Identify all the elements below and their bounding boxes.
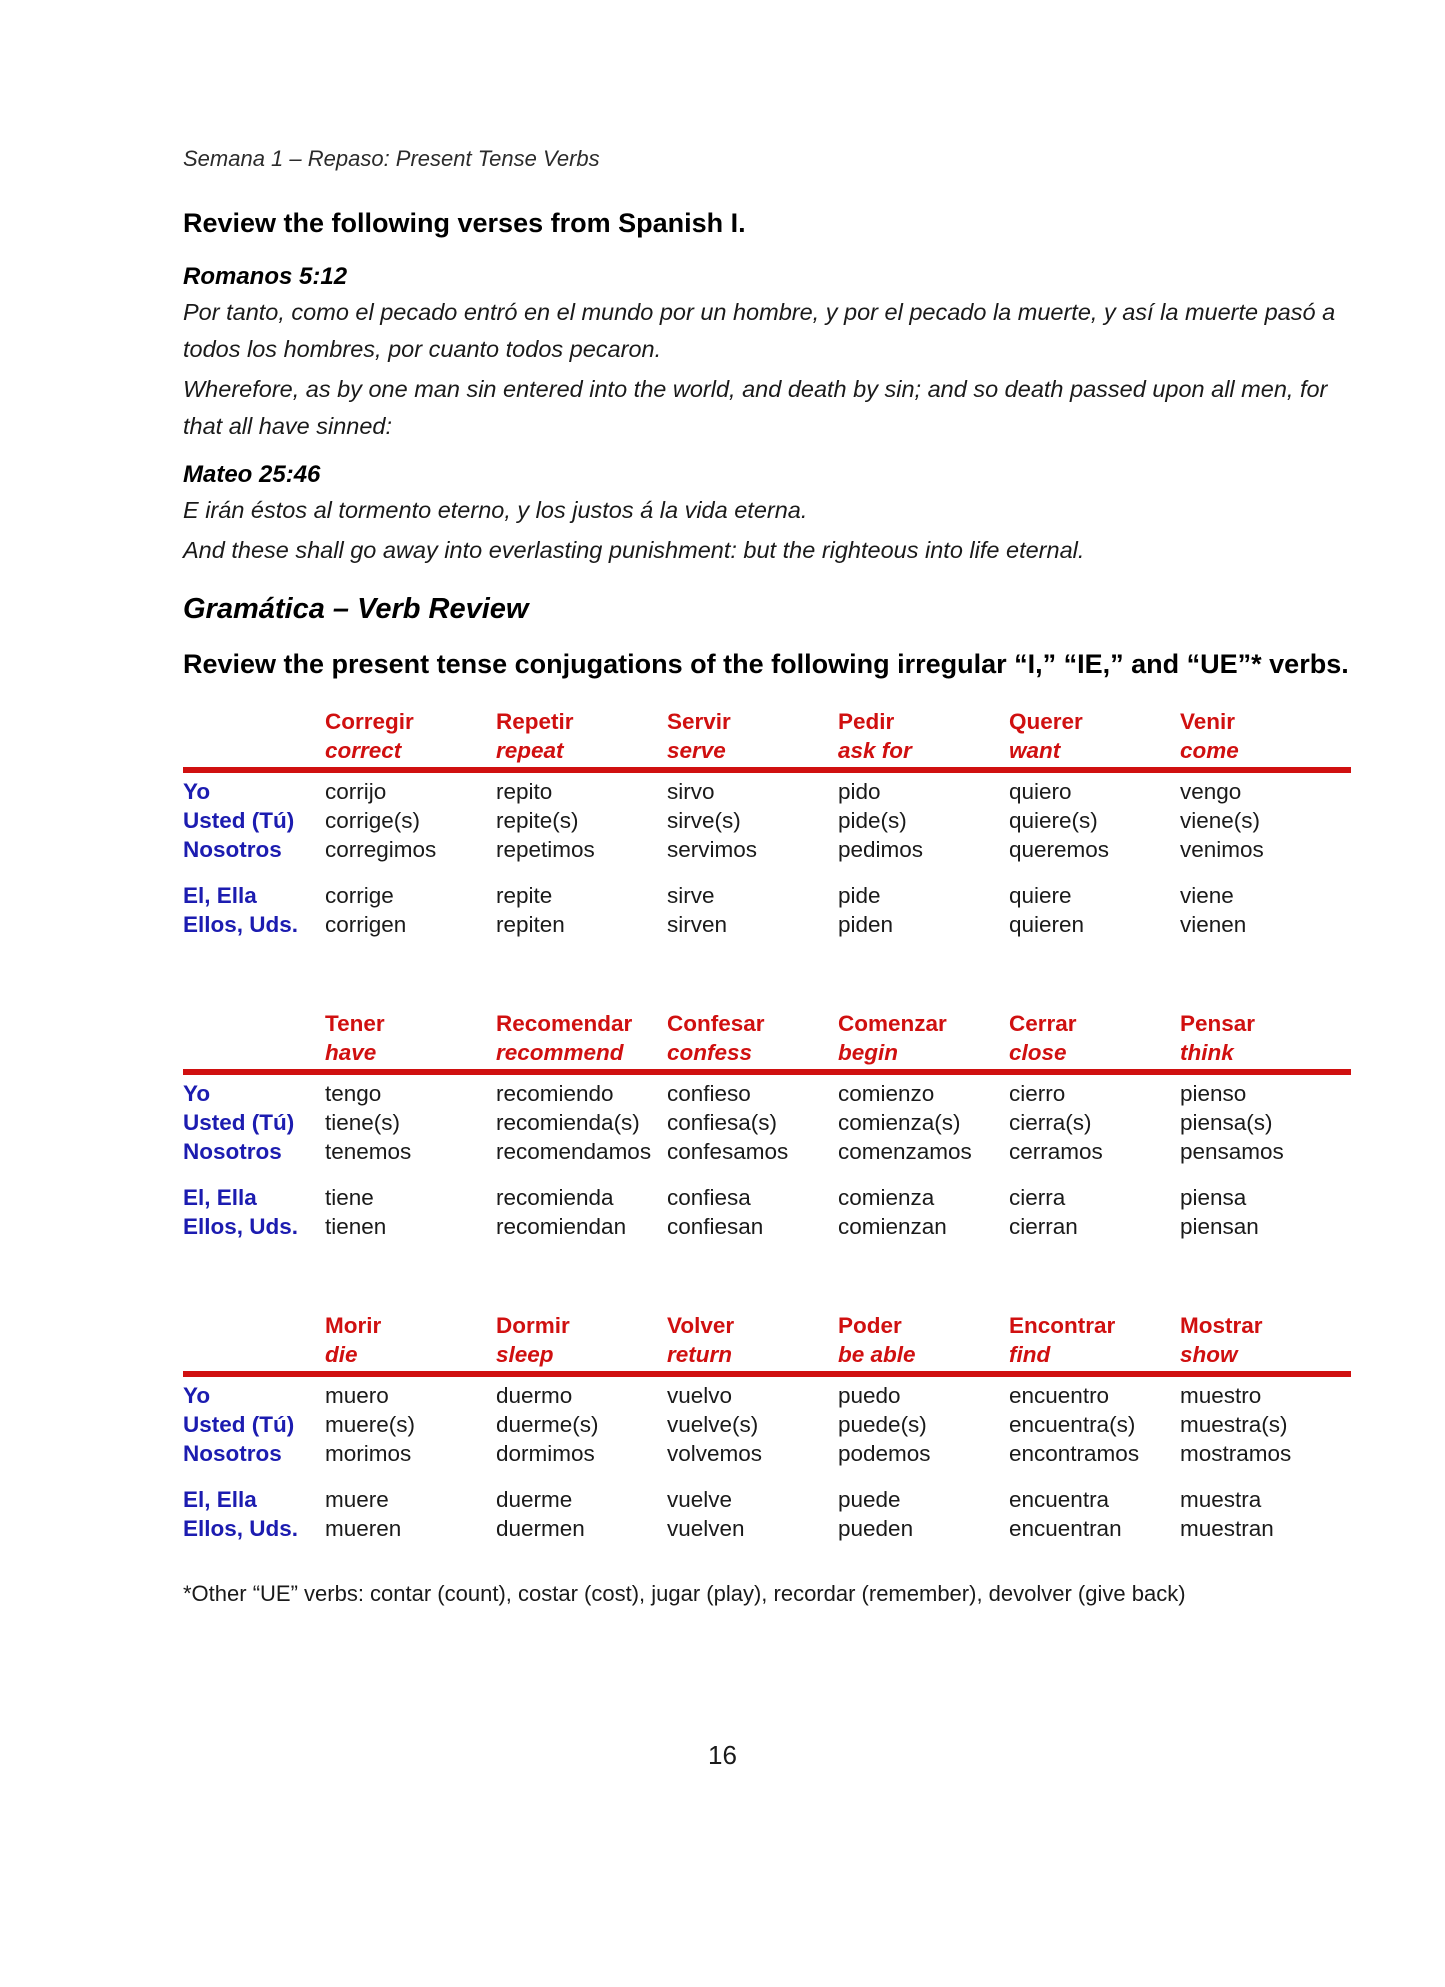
- verb-translation: confess: [667, 1040, 753, 1065]
- conjugation-cell: tiene(s): [325, 1110, 401, 1135]
- verb-translation: correct: [325, 738, 402, 763]
- verb-infinitive: Volver: [667, 1313, 735, 1338]
- conjugation-cell: repito: [496, 779, 553, 804]
- verb-infinitive: Servir: [667, 709, 731, 734]
- person-label: Yo: [183, 1383, 211, 1408]
- running-header: Semana 1 – Repaso: Present Tense Verbs: [183, 146, 600, 171]
- conjugation-cell: cerramos: [1009, 1139, 1103, 1164]
- conjugation-cell: piensa(s): [1180, 1110, 1273, 1135]
- conjugation-cell: tenemos: [325, 1139, 412, 1164]
- corner-cell: [183, 707, 325, 737]
- conjugation-cell: pide(s): [838, 808, 907, 833]
- verb-translation: think: [1180, 1040, 1234, 1065]
- verb-translation: sleep: [496, 1342, 554, 1367]
- conjugation-cell: sirve(s): [667, 808, 741, 833]
- verse-spanish-text: Por tanto, como el pecado entró en el mundo por un hombre, y por el pecado la muerte, y así la muerte pasó a todos los hombres, por cuanto todos pecaron.: [183, 299, 1336, 362]
- conjugation-cell: queremos: [1009, 837, 1110, 862]
- row-spacer: [183, 864, 1351, 881]
- verb-infinitive: Encontrar: [1009, 1313, 1116, 1338]
- conjugation-cell: comienzo: [838, 1081, 935, 1106]
- corner-cell: [183, 1009, 325, 1039]
- conjugation-cell: servimos: [667, 837, 758, 862]
- verb-translation: recommend: [496, 1040, 624, 1065]
- verb-translation: be able: [838, 1342, 916, 1367]
- corner-cell: [183, 737, 325, 764]
- verb-table-1: [183, 707, 1351, 939]
- conjugation-cell: confiesan: [667, 1214, 764, 1239]
- conjugation-cell: corrige(s): [325, 808, 421, 833]
- conjugation-cell: tiene: [325, 1185, 374, 1210]
- conjugation-cell: repite(s): [496, 808, 579, 833]
- conjugation-cell: volvemos: [667, 1441, 763, 1466]
- verb-infinitive: Pedir: [838, 709, 895, 734]
- verb-table-3: [183, 1311, 1351, 1543]
- verse-english-text: And these shall go away into everlasting punishment: but the righteous into life eternal.: [183, 537, 1085, 563]
- person-label: Ellos, Uds.: [183, 1214, 299, 1239]
- conjugation-cell: mostramos: [1180, 1441, 1292, 1466]
- conjugation-cell: quiere: [1009, 883, 1072, 908]
- row-spacer: [183, 1166, 1351, 1183]
- verse-spanish-text: E irán éstos al tormento eterno, y los justos á la vida eterna.: [183, 497, 808, 523]
- conjugation-cell: repite: [496, 883, 553, 908]
- conjugation-cell: sirve: [667, 883, 715, 908]
- conjugation-cell: duerme(s): [496, 1412, 599, 1437]
- person-label: El, Ella: [183, 1185, 257, 1210]
- conjugation-cell: comienza(s): [838, 1110, 961, 1135]
- conjugation-cell: tengo: [325, 1081, 382, 1106]
- person-label: Ellos, Uds.: [183, 912, 299, 937]
- conjugation-cell: confieso: [667, 1081, 751, 1106]
- conjugation-cell: morimos: [325, 1441, 412, 1466]
- conjugation-cell: confiesa(s): [667, 1110, 778, 1135]
- conjugation-cell: muere(s): [325, 1412, 416, 1437]
- verb-infinitive: Poder: [838, 1313, 902, 1338]
- conjugation-cell: piden: [838, 912, 894, 937]
- conjugation-cell: pienso: [1180, 1081, 1247, 1106]
- conjugation-cell: tienen: [325, 1214, 387, 1239]
- conjugation-cell: puede: [838, 1487, 901, 1512]
- conjugation-cell: piensan: [1180, 1214, 1259, 1239]
- verb-translation: close: [1009, 1040, 1067, 1065]
- conjugation-cell: recomiendan: [496, 1214, 627, 1239]
- conjugation-cell: cierro: [1009, 1081, 1066, 1106]
- conjugation-cell: corrige: [325, 883, 394, 908]
- conjugation-cell: pide: [838, 883, 881, 908]
- verb-translation: come: [1180, 738, 1239, 763]
- conjugation-cell: pedimos: [838, 837, 924, 862]
- conjugation-cell: piensa: [1180, 1185, 1247, 1210]
- conjugation-cell: cierra: [1009, 1185, 1066, 1210]
- person-label: Usted (Tú): [183, 1412, 295, 1437]
- table-rule: [183, 1069, 1351, 1075]
- conjugation-cell: vengo: [1180, 779, 1242, 804]
- verb-translation: show: [1180, 1342, 1238, 1367]
- person-label: El, Ella: [183, 883, 257, 908]
- conjugation-cell: viene: [1180, 883, 1234, 908]
- conjugation-cell: encontramos: [1009, 1441, 1140, 1466]
- verb-infinitive: Dormir: [496, 1313, 570, 1338]
- verb-infinitive: Comenzar: [838, 1011, 947, 1036]
- conjugation-cell: muestra(s): [1180, 1412, 1288, 1437]
- conjugation-cell: muestro: [1180, 1383, 1262, 1408]
- verb-translation: have: [325, 1040, 377, 1065]
- person-label: Yo: [183, 1081, 211, 1106]
- grammar-intro-text: Review the present tense conjugations of the following irregular “I,” “IE,” and “UE”* verbs.: [183, 649, 1349, 679]
- conjugation-cell: corregimos: [325, 837, 437, 862]
- verb-table-2: [183, 1009, 1351, 1241]
- verse-reference: Mateo 25:46: [183, 461, 321, 488]
- conjugation-cell: duermo: [496, 1383, 573, 1408]
- verb-tables: [183, 707, 1352, 1543]
- conjugation-cell: pueden: [838, 1516, 914, 1541]
- conjugation-cell: recomienda(s): [496, 1110, 640, 1135]
- corner-cell: [183, 1311, 325, 1341]
- conjugation-cell: vuelven: [667, 1516, 745, 1541]
- person-label: Nosotros: [183, 1441, 282, 1466]
- person-label: Ellos, Uds.: [183, 1516, 299, 1541]
- corner-cell: [183, 1039, 325, 1066]
- conjugation-cell: duerme: [496, 1487, 573, 1512]
- verb-translation: serve: [667, 738, 726, 763]
- conjugation-cell: recomiendo: [496, 1081, 614, 1106]
- table-rule: [183, 1371, 1351, 1377]
- verse-block-romanos: [183, 263, 1352, 445]
- conjugation-cell: encuentran: [1009, 1516, 1122, 1541]
- person-label: El, Ella: [183, 1487, 257, 1512]
- conjugation-cell: confiesa: [667, 1185, 751, 1210]
- corner-cell: [183, 1341, 325, 1368]
- conjugation-cell: comenzamos: [838, 1139, 972, 1164]
- conjugation-cell: muere: [325, 1487, 389, 1512]
- verb-infinitive: Recomendar: [496, 1011, 633, 1036]
- person-label: Nosotros: [183, 1139, 282, 1164]
- conjugation-cell: puede(s): [838, 1412, 927, 1437]
- person-label: Usted (Tú): [183, 1110, 295, 1135]
- conjugation-cell: viene(s): [1180, 808, 1261, 833]
- person-label: Nosotros: [183, 837, 282, 862]
- verb-infinitive: Mostrar: [1180, 1313, 1263, 1338]
- verb-translation: want: [1009, 738, 1061, 763]
- conjugation-cell: muestra: [1180, 1487, 1262, 1512]
- verse-english-text: Wherefore, as by one man sin entered into the world, and death by sin; and so death passed upon all men, for that all have sinned:: [183, 376, 1328, 439]
- verse-block-mateo: [183, 461, 1352, 569]
- verb-infinitive: Corregir: [325, 709, 414, 734]
- ue-verbs-footnote: *Other “UE” verbs: contar (count), costar (cost), jugar (play), recordar (remember), devolver (give back): [183, 1581, 1186, 1606]
- conjugation-cell: vuelve(s): [667, 1412, 759, 1437]
- conjugation-cell: encuentra: [1009, 1487, 1110, 1512]
- person-label: Yo: [183, 779, 211, 804]
- verb-translation: return: [667, 1342, 733, 1367]
- conjugation-cell: muero: [325, 1383, 389, 1408]
- verb-infinitive: Venir: [1180, 709, 1236, 734]
- conjugation-cell: vuelvo: [667, 1383, 733, 1408]
- conjugation-cell: pido: [838, 779, 881, 804]
- conjugation-cell: repiten: [496, 912, 565, 937]
- verb-infinitive: Cerrar: [1009, 1011, 1077, 1036]
- verb-infinitive: Querer: [1009, 709, 1083, 734]
- grammar-section-title: Gramática – Verb Review: [183, 593, 529, 625]
- conjugation-cell: corrijo: [325, 779, 387, 804]
- verb-translation: find: [1009, 1342, 1051, 1367]
- conjugation-cell: pensamos: [1180, 1139, 1284, 1164]
- document-page: [183, 0, 1352, 1607]
- page-number: 16: [708, 1740, 737, 1770]
- conjugation-cell: comienzan: [838, 1214, 947, 1239]
- conjugation-cell: recomendamos: [496, 1139, 652, 1164]
- conjugation-cell: vienen: [1180, 912, 1247, 937]
- verb-infinitive: Confesar: [667, 1011, 765, 1036]
- conjugation-cell: mueren: [325, 1516, 402, 1541]
- verb-translation: ask for: [838, 738, 912, 763]
- row-spacer: [183, 1468, 1351, 1485]
- verb-infinitive: Morir: [325, 1313, 382, 1338]
- conjugation-cell: quiero: [1009, 779, 1072, 804]
- conjugation-cell: repetimos: [496, 837, 595, 862]
- verb-translation: die: [325, 1342, 358, 1367]
- conjugation-cell: muestran: [1180, 1516, 1274, 1541]
- conjugation-cell: cierran: [1009, 1214, 1078, 1239]
- conjugation-cell: sirven: [667, 912, 728, 937]
- verses-section-title: Review the following verses from Spanish I.: [183, 208, 746, 238]
- person-label: Usted (Tú): [183, 808, 295, 833]
- conjugation-cell: sirvo: [667, 779, 715, 804]
- verse-reference: Romanos 5:12: [183, 263, 348, 290]
- verb-infinitive: Tener: [325, 1011, 385, 1036]
- conjugation-cell: puedo: [838, 1383, 901, 1408]
- conjugation-cell: dormimos: [496, 1441, 595, 1466]
- conjugation-cell: podemos: [838, 1441, 931, 1466]
- conjugation-cell: vuelve: [667, 1487, 733, 1512]
- conjugation-cell: quiere(s): [1009, 808, 1098, 833]
- conjugation-cell: cierra(s): [1009, 1110, 1092, 1135]
- verb-infinitive: Pensar: [1180, 1011, 1256, 1036]
- conjugation-cell: duermen: [496, 1516, 585, 1541]
- conjugation-cell: corrigen: [325, 912, 407, 937]
- conjugation-cell: encuentra(s): [1009, 1412, 1136, 1437]
- conjugation-cell: comienza: [838, 1185, 935, 1210]
- conjugation-cell: confesamos: [667, 1139, 789, 1164]
- verb-translation: begin: [838, 1040, 898, 1065]
- conjugation-cell: venimos: [1180, 837, 1264, 862]
- conjugation-cell: encuentro: [1009, 1383, 1110, 1408]
- conjugation-cell: recomienda: [496, 1185, 614, 1210]
- verb-infinitive: Repetir: [496, 709, 574, 734]
- conjugation-cell: quieren: [1009, 912, 1085, 937]
- verb-translation: repeat: [496, 738, 564, 763]
- table-rule: [183, 767, 1351, 773]
